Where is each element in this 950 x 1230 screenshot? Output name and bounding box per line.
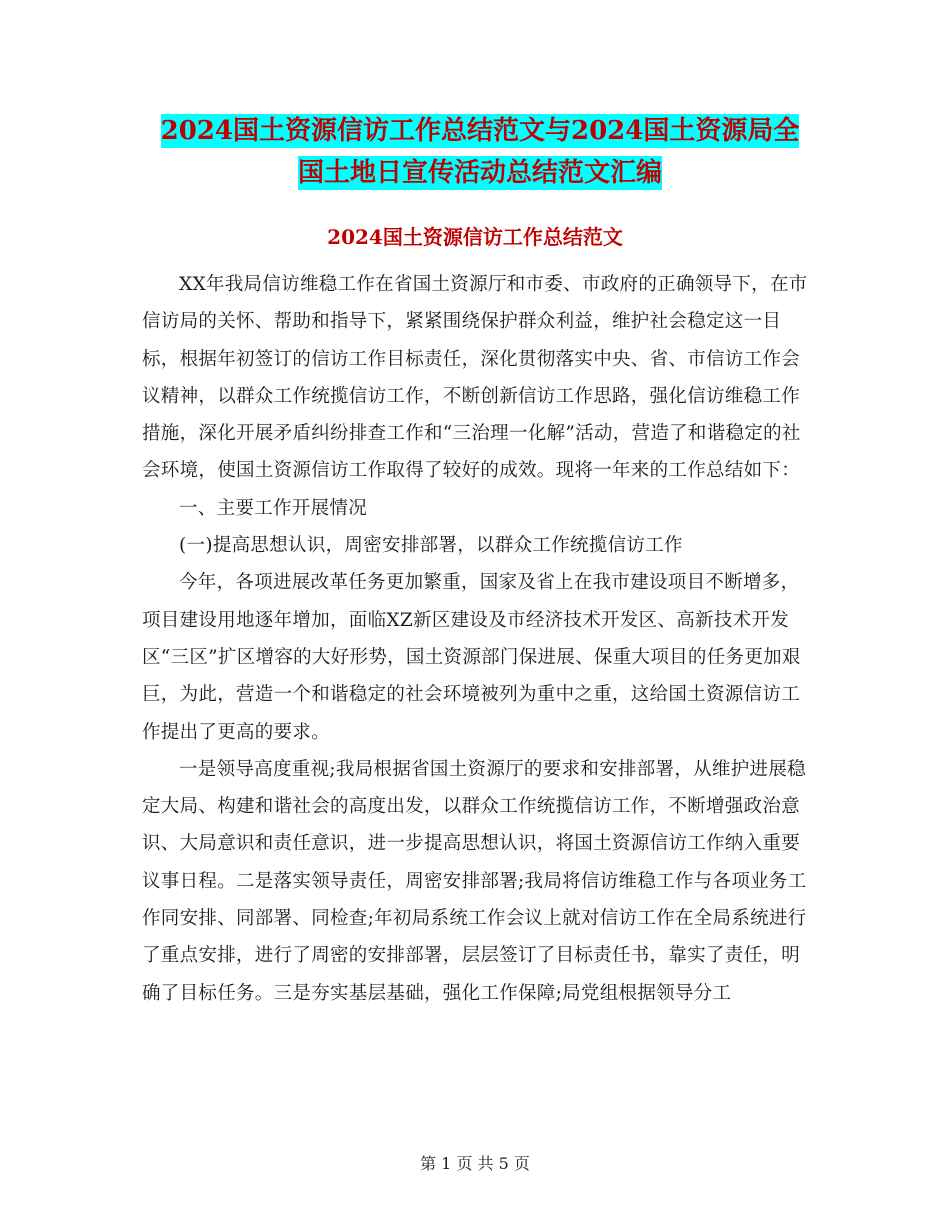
subheading-one: (一)提高思想认识，周密安排部署，以群众工作统揽信访工作 xyxy=(179,535,683,557)
document-title-line-2: 国土地日宣传活动总结范文汇编 xyxy=(297,158,662,188)
document-title-line-1: 2024国土资源信访工作总结范文与2024国土资源局全 xyxy=(160,116,800,146)
paragraph-this-year: 今年，各项进展改革任务更加繁重，国家及省上在我市建设项目不断增多，项目建设用地逐年增加，面临XZ新区建设及市经济技术开发区、高新技术开发区“三区”扩区增容的大好形势，国土资源部门保进展、保重大项目的任务更加艰巨，为此，营造一个和谐稳定的社会环境被列为重中之重，这给国土资源信访工作提出了更高的要求。 xyxy=(142,572,801,743)
page-number: 第 1 页 共 5 页 xyxy=(420,1154,530,1173)
heading-main-work: 一、主要工作开展情况 xyxy=(179,497,368,519)
section-title: 2024国土资源信访工作总结范文 xyxy=(327,225,623,249)
paragraph-leadership: 一是领导高度重视;我局根据省国土资源厅的要求和安排部署，从维护进展稳定大局、构建和谐社会的高度出发，以群众工作统揽信访工作，不断增强政治意识、大局意识和责任意识，进一步提高思想认识，将国土资源信访工作纳入重要议事日程。二是落实领导责任，周密安排部署;我局将信访维稳工作与各项业务工作同安排、同部署、同检查;年初局系统工作会议上就对信访工作在全局系统进行了重点安排，进行了周密的安排部署，层层签订了目标责任书，靠实了责任，明确了目标任务。三是夯实基层基础，强化工作保障;局党组根据领导分工 xyxy=(142,758,807,1004)
document-body xyxy=(142,266,812,1012)
document-title xyxy=(130,110,830,194)
paragraph-intro: XX年我局信访维稳工作在省国土资源厅和市委、市政府的正确领导下，在市信访局的关怀、帮助和指导下，紧紧围绕保护群众利益，维护社会稳定这一目标，根据年初签订的信访工作目标责任，深化贯彻落实中央、省、市信访工作会议精神，以群众工作统揽信访工作，不断创新信访工作思路，强化信访维稳工作措施，深化开展矛盾纠纷排查工作和“三治理一化解”活动，营造了和谐稳定的社会环境，使国土资源信访工作取得了较好的成效。现将一年来的工作总结如下： xyxy=(142,274,808,482)
